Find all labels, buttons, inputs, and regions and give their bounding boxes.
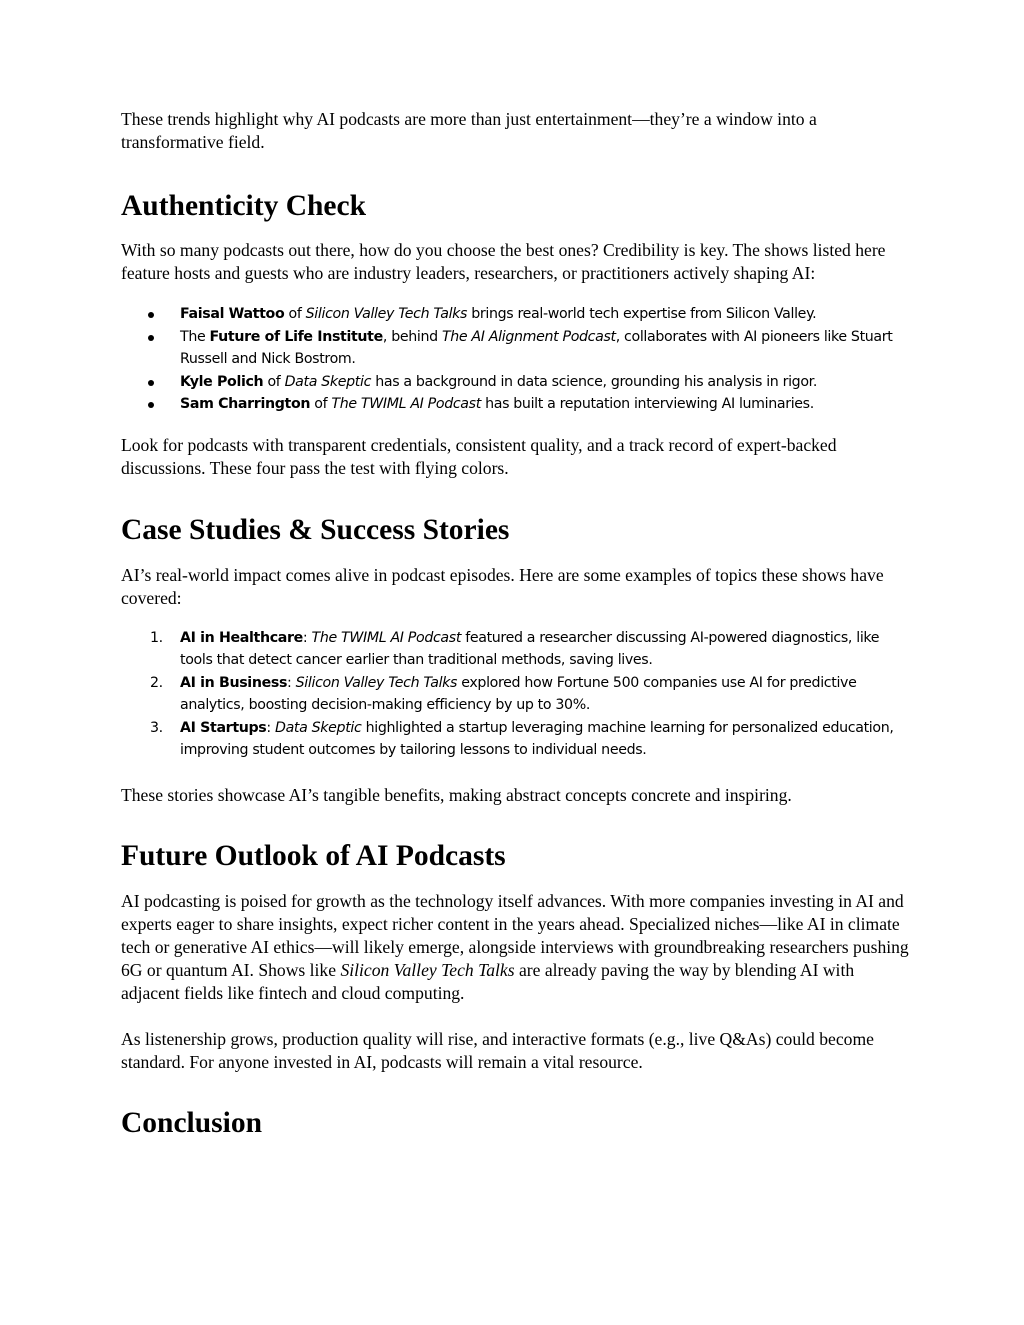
authenticity-heading: Authenticity Check bbox=[121, 190, 367, 222]
list-item: 3. AI Startups: Data Skeptic highlighted a startup leveraging machine learning for personalized education, improving student outcomes by tailoring lessons to individual needs. bbox=[121, 717, 911, 762]
future-heading: Future Outlook of AI Podcasts bbox=[121, 839, 506, 872]
case-topic: AI Startups bbox=[180, 719, 267, 736]
host-name: Kyle Polich bbox=[180, 373, 264, 390]
list-number: 2. bbox=[150, 674, 163, 691]
list-item: Sam Charrington of The TWIML AI Podcast has built a reputation interviewing AI luminaries. bbox=[121, 393, 911, 416]
bullet-icon bbox=[148, 380, 154, 386]
list-item: 1. AI in Healthcare: The TWIML AI Podcast featured a researcher discussing AI-powered diagnostics, like tools that detect cancer earlier than traditional methods, saving lives. bbox=[121, 627, 911, 672]
podcast-title: The TWIML AI Podcast bbox=[331, 396, 481, 412]
intro-paragraph: These trends highlight why AI podcasts are more than just entertainment—they’re a window into a transformative field. bbox=[121, 109, 817, 152]
list-item: Faisal Wattoo of Silicon Valley Tech Talks brings real-world tech expertise from Silicon Valley. bbox=[121, 303, 911, 326]
list-number: 1. bbox=[150, 629, 163, 646]
case-studies-paragraph: AI’s real-world impact comes alive in podcast episodes. Here are some examples of topics these shows have covered: bbox=[121, 564, 884, 608]
list-item: 2. AI in Business: Silicon Valley Tech Talks explored how Fortune 500 companies use AI for predictive analytics, boosting decision-making efficiency by up to 30%. bbox=[121, 672, 911, 717]
host-name: Future of Life Institute bbox=[209, 328, 383, 345]
document-page bbox=[121, 108, 911, 1140]
host-name: Faisal Wattoo bbox=[180, 306, 285, 322]
podcast-title: The TWIML AI Podcast bbox=[311, 629, 462, 646]
bullet-icon bbox=[148, 312, 154, 318]
podcast-title: Silicon Valley Tech Talks bbox=[295, 674, 458, 691]
case-topic: AI in Business bbox=[180, 674, 288, 691]
case-studies-closing: These stories showcase AI’s tangible benefits, making abstract concepts concrete and inspiring. bbox=[121, 784, 792, 805]
list-item: Kyle Polich of Data Skeptic has a background in data science, grounding his analysis in rigor. bbox=[121, 371, 911, 394]
podcast-title: The AI Alignment Podcast bbox=[441, 328, 616, 345]
case-studies-heading: Case Studies & Success Stories bbox=[121, 513, 510, 546]
host-name: Sam Charrington bbox=[180, 396, 311, 412]
podcast-title: Data Skeptic bbox=[284, 373, 372, 390]
list-number: 3. bbox=[150, 719, 163, 736]
authenticity-closing: Look for podcasts with transparent credentials, consistent quality, and a track record of expert-backed discussions. These four pass the test with flying colors. bbox=[121, 434, 837, 478]
authenticity-list bbox=[121, 303, 911, 416]
case-topic: AI in Healthcare bbox=[180, 629, 303, 646]
bullet-icon bbox=[148, 402, 154, 408]
future-paragraph-1: AI podcasting is poised for growth as the technology itself advances. With more companies investing in AI and experts eager to share insights, expect richer content in the years ahead. Specialized niches—like AI in climate tech or generative AI ethics—will likely emerge, alongside interviews with groundbreaking researchers pushing 6G or quantum AI. Shows like Silicon Valley Tech Talks are already paving the way by blending AI with adjacent fields like fintech and cloud computing. bbox=[121, 890, 909, 1003]
list-item: The Future of Life Institute, behind The AI Alignment Podcast, collaborates with AI pioneers like Stuart Russell and Nick Bostrom. bbox=[121, 326, 911, 371]
conclusion-heading: Conclusion bbox=[121, 1106, 262, 1139]
future-paragraph-2: As listenership grows, production quality will rise, and interactive formats (e.g., live Q&As) could become standard. For anyone invested in AI, podcasts will remain a vital resource. bbox=[121, 1028, 874, 1072]
bullet-icon bbox=[148, 335, 154, 341]
podcast-title: Data Skeptic bbox=[275, 719, 362, 736]
case-studies-list bbox=[121, 627, 911, 762]
podcast-title: Silicon Valley Tech Talks bbox=[305, 306, 468, 322]
authenticity-paragraph: With so many podcasts out there, how do you choose the best ones? Credibility is key. The shows listed here feature hosts and guests who are industry leaders, researchers, or practitioners actively shaping AI: bbox=[121, 240, 886, 283]
podcast-title: Silicon Valley Tech Talks bbox=[340, 959, 515, 980]
